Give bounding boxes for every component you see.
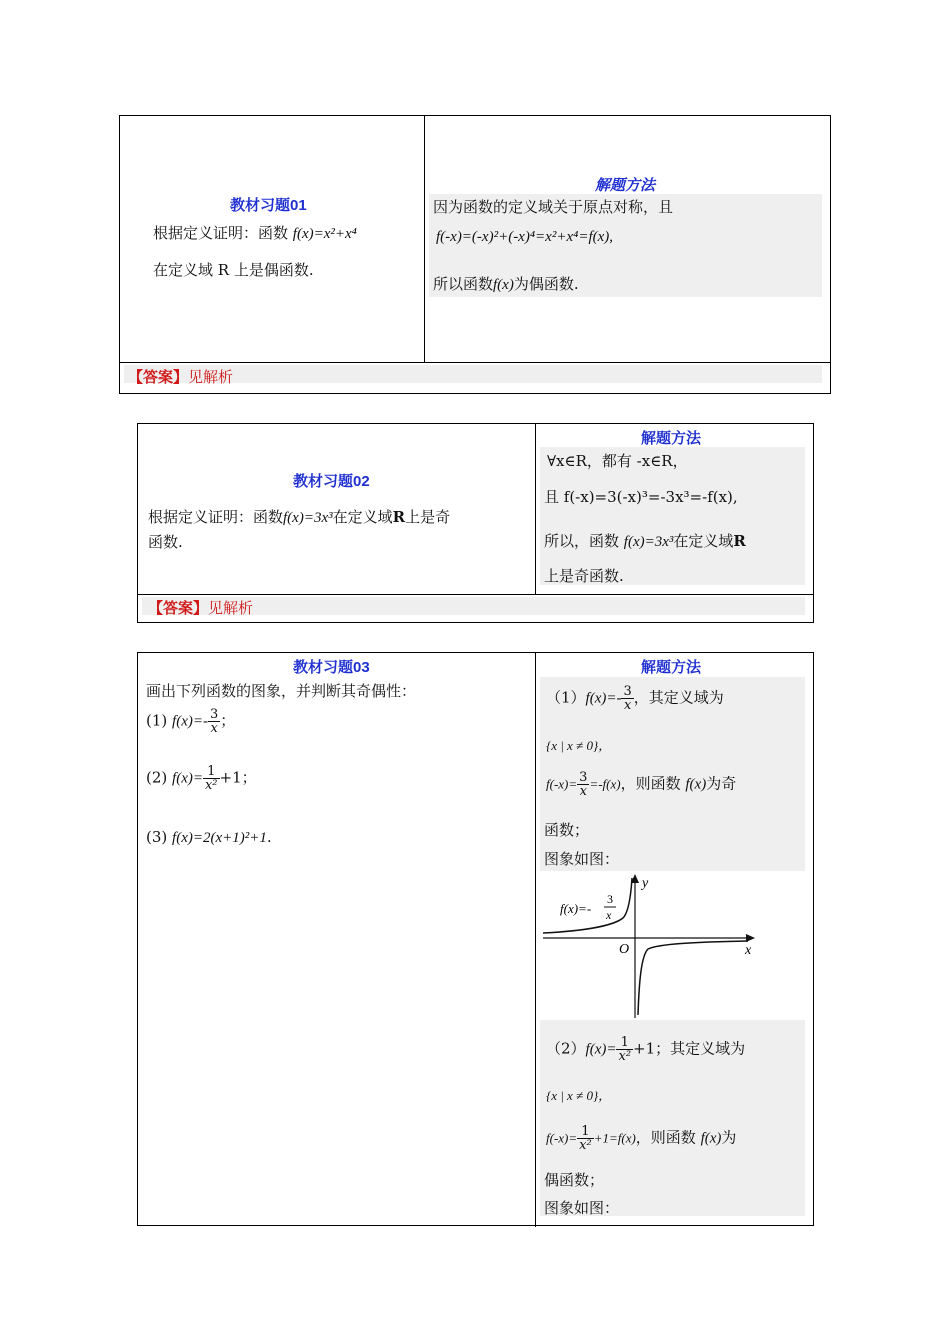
exercise-02-title: 教材习题02 [293,473,370,490]
exercise-03-part2-check: f(-x)= $\frac{1}{\text{x²}}$ +1=f(x)，则函数 f(x)为 [546,1124,737,1153]
exercise-01-title: 教材习题01 [230,197,307,214]
graph-x-label: x [745,943,752,958]
exercise-03-method-title: 解题方法 [641,659,702,676]
exercise-03-table [137,652,814,1226]
exercise-01-method-title: 解题方法 [595,177,656,194]
graph-curve-right [638,941,748,1015]
exercise-01-table [119,115,831,394]
exercise-01-solution-line3: 所以函数f(x)为偶函数. [433,275,579,293]
exercise-01-solution-line1: 因为函数的定义域关于原点对称，且 [433,198,674,216]
exercise-03-item-2: (2) f(x)= $\frac{1}{\text{x²}}$ +1； [146,764,257,793]
exercise-02-answer: 【答案】见解析 [148,599,254,617]
exercise-01-question-line2: 在定义域 R 上是偶函数. [153,261,314,279]
exercise-02-solution-line3: 所以，函数 f(x)=3x³在定义域R [544,532,746,550]
hyperbola-graph [543,874,755,1018]
graph-function-label: f(x)=- [560,901,592,916]
exercise-02-question: 根据定义证明：函数f(x)=3x³在定义域R上是奇 [148,508,451,526]
exercise-03-item-3: (3) f(x)=2(x+1)²+1. [146,828,272,846]
exercise-02-solution-line2: 且 f(-x)=3(-x)³=-3x³=-f(x), [544,488,738,506]
exercise-03-part2-domain: {x | x ≠ 0}， [546,1088,612,1103]
exercise-03-part1-graph-label: 图象如图： [544,850,620,868]
exercise-02-question-line2: 函数. [148,533,183,551]
exercise-03-part1-check: f(-x)= $\frac{3}{x}$ =-f(x)，则函数 f(x)为奇 [546,770,737,799]
exercise-01-answer: 【答案】见解析 [128,368,234,386]
exercise-03-item-1: (1) f(x)=- $\frac{3}{x}$ ； [146,707,236,736]
exercise-02-solution-line1: ∀x∈R，都有 -x∈R， [547,452,688,470]
exercise-03-title: 教材习题03 [293,659,370,676]
exercise-03-part1-line1: （1）f(x)=- $\frac{3}{x}$ ，其定义域为 [546,684,724,713]
exercise-02-solution-line4: 上是奇函数. [544,567,624,585]
graph-y-label: y [642,876,649,891]
exercise-03-part2-line1: （2）f(x)= $\frac{1}{\text{x²}}$ +1；其定义域为 [546,1035,746,1064]
graph-function-den: x [606,908,612,922]
exercise-01-solution-line2: f(-x)=(-x)²+(-x)⁴=x²+x⁴=f(x), [436,229,614,245]
exercise-01-question: 根据定义证明：函数 f(x)=x²+x⁴ [153,224,357,242]
graph-origin-label: O [619,942,630,957]
exercise-03-part2-graph-label: 图象如图： [544,1199,620,1217]
graph-function-num: 3 [607,892,613,906]
exercise-03-prompt: 画出下列函数的图象，并判断其奇偶性： [146,682,417,700]
exercise-03-part2-even: 偶函数； [544,1171,605,1189]
exercise-02-table [137,423,814,623]
exercise-03-part1-odd: 函数； [544,821,590,839]
exercise-02-method-title: 解题方法 [641,430,702,447]
exercise-03-part1-domain: {x | x ≠ 0}， [546,738,612,753]
